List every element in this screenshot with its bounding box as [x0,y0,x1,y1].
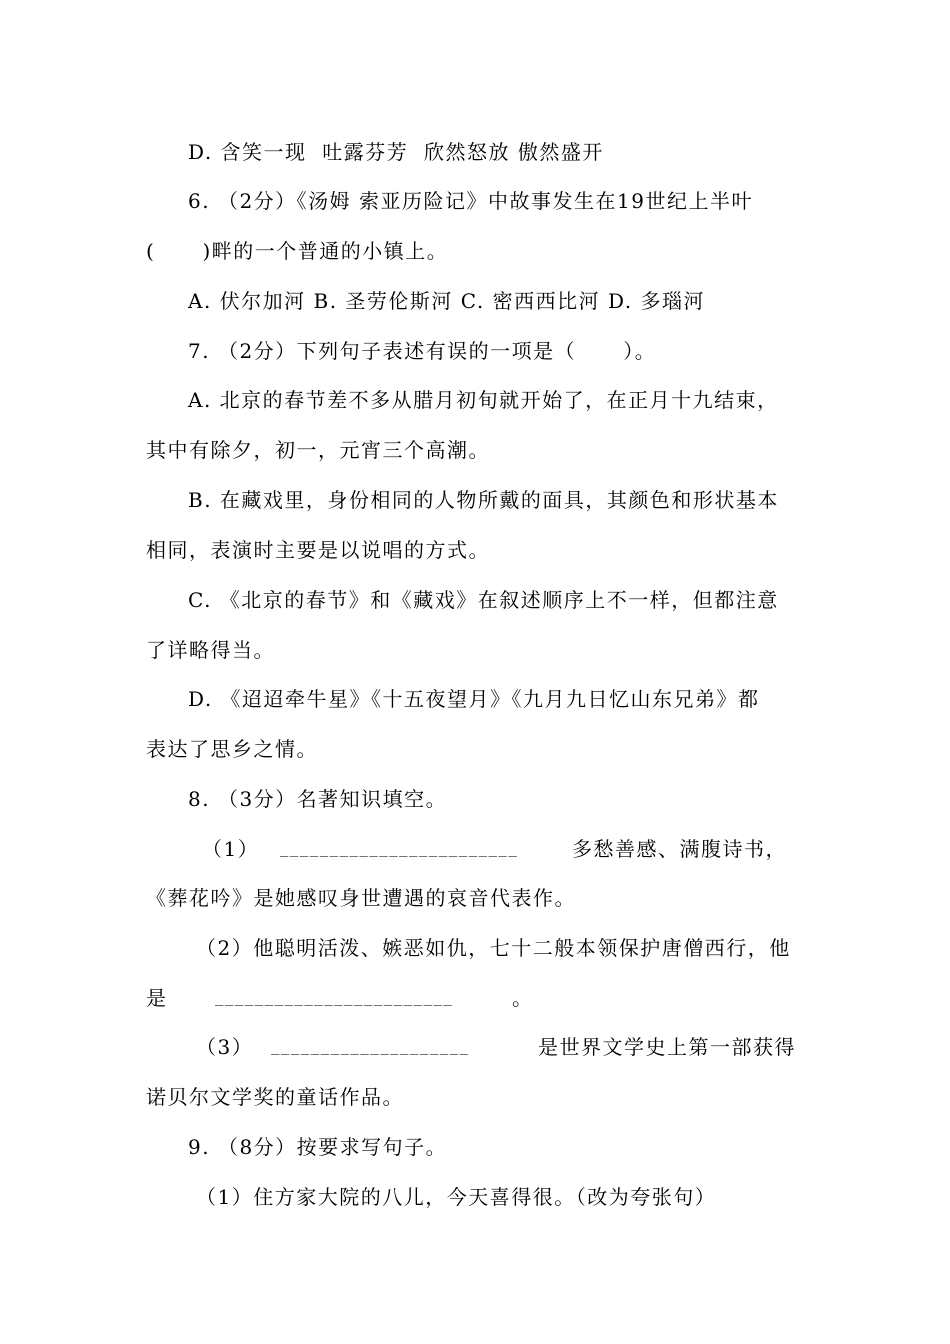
q8-1-blank[interactable]: ________________________ [280,841,519,857]
q7-option-d: D. 《迢迢牵牛星》《十五夜望月》《九月九日忆山东兄弟》都 [188,687,760,711]
q7-option-c: C. 《北京的春节》和《藏戏》在叙述顺序上不一样，但都注意 [188,588,779,612]
q8-1-cont: 《葬花吟》是她感叹身世遭遇的哀音代表作。 [146,886,576,910]
q8-3-cont: 诺贝尔文学奖的童话作品。 [146,1085,404,1109]
q8-2-blank[interactable]: ________________________ [215,990,454,1006]
q8-3-text: 是世界文学史上第一部获得 [538,1035,796,1059]
q7-option-d-cont: 表达了思乡之情。 [146,737,318,761]
q8-2-text: （2）他聪明活泼、嫉恶如仇，七十二般本领保护唐僧西行，他 [196,936,791,960]
q8-1-label: （1） [202,837,260,861]
q8-1-text: 多愁善感、满腹诗书， [572,837,787,861]
q8-stem: 8. （3分）名著知识填空。 [188,787,448,811]
q7-stem: 7. （2分）下列句子表述有误的一项是（ ）。 [188,339,657,363]
q8-3-blank[interactable]: ____________________ [271,1039,470,1055]
q7-option-b: B. 在藏戏里，身份相同的人物所戴的面具，其颜色和形状基本 [188,488,779,512]
q9-1-text: （1）住方家大院的八儿，今天喜得很。（改为夸张句） [196,1185,717,1209]
q6-stem-cont: ( )畔的一个普通的小镇上。 [146,239,449,263]
q8-3-label: （3） [196,1035,254,1059]
q5-option-d: D. 含笑一现 吐露芬芳 欣然怒放 傲然盛开 [188,140,604,164]
q7-option-b-cont: 相同，表演时主要是以说唱的方式。 [146,538,490,562]
q7-option-a-cont: 其中有除夕，初一，元宵三个高潮。 [146,438,490,462]
q8-2-suffix: 。 [512,986,534,1010]
q6-stem: 6. （2分）《汤姆 索亚历险记》中故事发生在19世纪上半叶 [188,189,753,213]
q8-2-prefix: 是 [146,986,168,1010]
q9-stem: 9. （8分）按要求写句子。 [188,1135,448,1159]
q6-options: A. 伏尔加河 B. 圣劳伦斯河 C. 密西西比河 D. 多瑙河 [188,289,705,313]
q7-option-c-cont: 了详略得当。 [146,638,275,662]
q7-option-a: A. 北京的春节差不多从腊月初旬就开始了，在正月十九结束， [188,388,779,412]
